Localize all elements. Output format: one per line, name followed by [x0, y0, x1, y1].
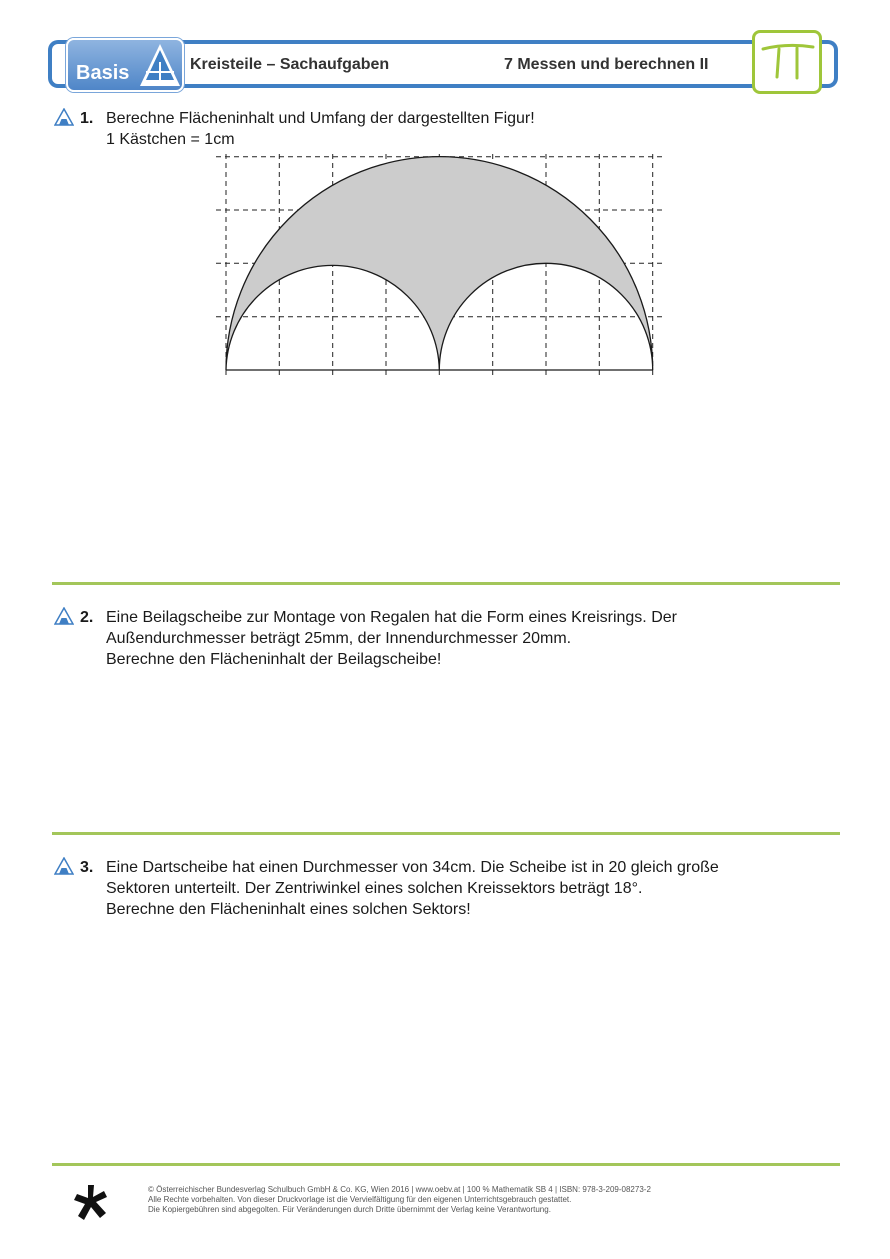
- task-1-line-2: 1 Kästchen = 1cm: [106, 131, 235, 148]
- chapter-title: 7 Messen und berechnen II: [504, 56, 709, 73]
- divider-1: [52, 582, 840, 585]
- pi-icon: [755, 33, 819, 91]
- task-3-line-2: Sektoren unterteilt. Der Zentriwinkel eines solchen Kreissektors beträgt 18°.: [106, 880, 643, 897]
- level-pyramid-icon: [54, 108, 74, 126]
- task-2-number: 2.: [80, 609, 94, 626]
- basis-badge: [66, 38, 184, 92]
- task-1-number: 1.: [80, 110, 94, 127]
- task-1-line-1: Berechne Flächeninhalt und Umfang der dargestellten Figur!: [106, 110, 535, 127]
- level-pyramid-icon: [54, 607, 74, 625]
- task-3-text: [106, 857, 719, 920]
- footer-copyright: [148, 1185, 651, 1215]
- task-2-line-1: Eine Beilagscheibe zur Montage von Regalen hat die Form eines Kreisrings. Der: [106, 609, 677, 626]
- task-2-text: [106, 607, 677, 670]
- divider-3: [52, 1163, 840, 1166]
- task-2-line-2: Außendurchmesser beträgt 25mm, der Innendurchmesser 20mm.: [106, 630, 572, 647]
- task-3-line-3: Berechne den Flächeninhalt eines solchen Sektors!: [106, 901, 471, 918]
- divider-2: [52, 832, 840, 835]
- task-1-text: [106, 108, 535, 150]
- footer-line-3: Die Kopiergebühren sind abgegolten. Für Veränderungen durch Dritte übernimmt der Verlag keine Verantwortung.: [148, 1205, 551, 1214]
- task-2-line-3: Berechne den Flächeninhalt der Beilagscheibe!: [106, 651, 442, 668]
- shaded-region: [226, 157, 653, 370]
- page-title: Kreisteile – Sachaufgaben: [190, 56, 390, 73]
- geometry-figure: [210, 148, 670, 380]
- header-bracket-left: [48, 40, 68, 88]
- level-pyramid-icon: [54, 857, 74, 875]
- publisher-logo-icon: [72, 1183, 112, 1223]
- pyramid-icon: [138, 42, 182, 88]
- footer-line-2: Alle Rechte vorbehalten. Von dieser Druckvorlage ist die Vervielfältigung für den eigenen Unterrichtsgebrauch gestattet.: [148, 1195, 572, 1204]
- task-3-line-1: Eine Dartscheibe hat einen Durchmesser von 34cm. Die Scheibe ist in 20 gleich große: [106, 859, 719, 876]
- task-3-number: 3.: [80, 859, 94, 876]
- badge-label: Basis: [76, 62, 130, 84]
- footer-line-1: © Österreichischer Bundesverlag Schulbuch GmbH & Co. KG, Wien 2016 | www.oebv.at | 100 % Mathematik SB 4 | ISBN: 978-3-209-08273-2: [148, 1185, 651, 1194]
- pi-symbol-box: [752, 30, 822, 94]
